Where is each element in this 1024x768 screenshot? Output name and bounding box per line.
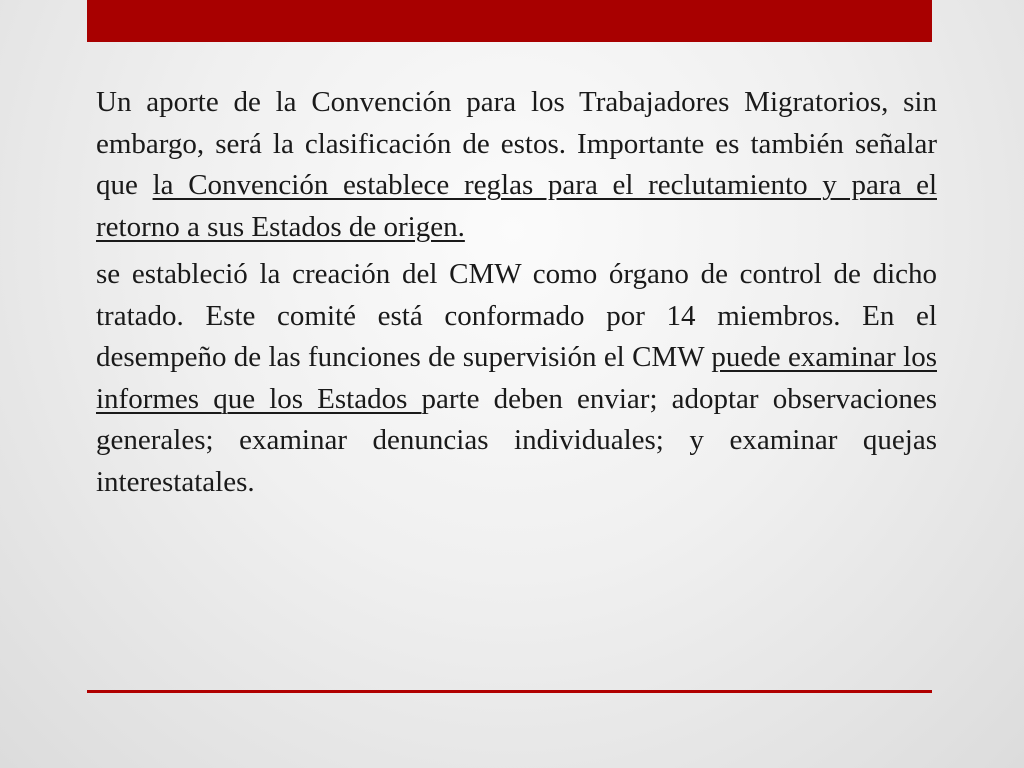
paragraph-2-underlined-text: puede examinar los informes que los Estados — [96, 341, 937, 415]
paragraph-1 — [96, 82, 937, 248]
paragraph-2-text-end: parte deben enviar; adoptar observaciones generales; examinar denuncias individuales; y examinar quejas interestatales. — [96, 382, 937, 498]
paragraph-2 — [96, 254, 937, 503]
bottom-divider — [87, 690, 932, 693]
paragraph-1-text: Un aporte de la Convención para los Trabajadores Migratorios, sin embargo, será la clasificación de estos. Importante es también señalar que — [96, 86, 937, 201]
paragraph-2-text-start: se estableció la creación del CMW como órgano de control de dicho tratado. Este comité está conformado por 14 miembros. En el desempeño de las funciones de supervisión el CMW — [96, 258, 937, 373]
slide-body — [96, 82, 937, 509]
paragraph-1-underlined-text: la Convención establece reglas para el reclutamiento y para el retorno a sus Estados de origen. — [96, 169, 937, 243]
top-accent-bar — [87, 0, 932, 42]
